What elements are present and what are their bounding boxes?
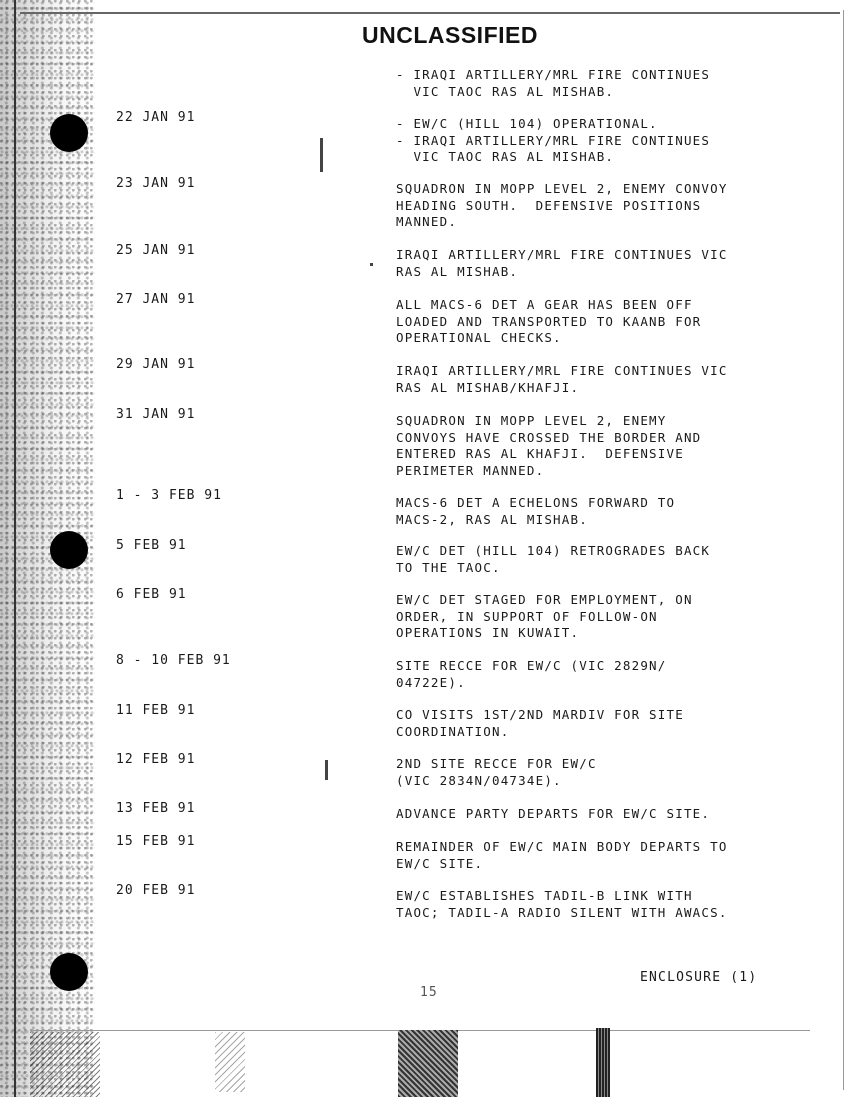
bottom-scan-block [596, 1028, 610, 1097]
entry-date: 6 FEB 91 [116, 587, 187, 602]
scan-artifact [320, 138, 323, 172]
entry-date: 15 FEB 91 [116, 834, 196, 849]
entry-text: IRAQI ARTILLERY/MRL FIRE CONTINUES VIC RAS AL MISHAB/KHAFJI. [396, 363, 728, 395]
right-scan-line [843, 10, 844, 1090]
bottom-scan-noise [215, 1032, 245, 1092]
entry-text: EW/C ESTABLISHES TADIL-B LINK WITH TAOC; TADIL-A RADIO SILENT WITH AWACS. [396, 888, 728, 920]
bottom-scan-block [398, 1030, 458, 1097]
entry-text: EW/C DET STAGED FOR EMPLOYMENT, ON ORDER, IN SUPPORT OF FOLLOW-ON OPERATIONS IN KUWAIT. [396, 592, 693, 640]
enclosure-label: ENCLOSURE (1) [640, 970, 758, 985]
page-edge-line [14, 0, 16, 1097]
entry-date: 22 JAN 91 [116, 110, 196, 125]
entry-date: 31 JAN 91 [116, 407, 196, 422]
punch-hole-bottom [50, 953, 88, 991]
entry-text: ADVANCE PARTY DEPARTS FOR EW/C SITE. [396, 806, 711, 821]
entry-text: IRAQI ARTILLERY/MRL FIRE CONTINUES VIC RAS AL MISHAB. [396, 247, 728, 279]
entry-text: - IRAQI ARTILLERY/MRL FIRE CONTINUES VIC TAOC RAS AL MISHAB. [396, 67, 711, 99]
bottom-scan-noise [30, 1032, 100, 1097]
entry-text: SQUADRON IN MOPP LEVEL 2, ENEMY CONVOY HEADING SOUTH. DEFENSIVE POSITIONS MANNED. [396, 181, 728, 229]
page-number: 15 [420, 985, 438, 1000]
scan-artifact [370, 263, 373, 266]
classification-header: UNCLASSIFIED [362, 22, 538, 48]
entry-text: EW/C DET (HILL 104) RETROGRADES BACK TO THE TAOC. [396, 543, 711, 575]
scan-artifact [325, 760, 328, 780]
entry-text: SITE RECCE FOR EW/C (VIC 2829N/ 04722E). [396, 658, 667, 690]
punch-hole-top [50, 114, 88, 152]
entry-text: REMAINDER OF EW/C MAIN BODY DEPARTS TO EW/C SITE. [396, 839, 728, 871]
entry-date: 5 FEB 91 [116, 538, 187, 553]
entry-text: 2ND SITE RECCE FOR EW/C (VIC 2834N/04734E). [396, 756, 597, 788]
entry-text: MACS-6 DET A ECHELONS FORWARD TO MACS-2, RAS AL MISHAB. [396, 495, 676, 527]
entry-date: 25 JAN 91 [116, 243, 196, 258]
entry-date: 1 - 3 FEB 91 [116, 488, 222, 503]
entry-date: 8 - 10 FEB 91 [116, 653, 231, 668]
entry-date: 23 JAN 91 [116, 176, 196, 191]
entry-date: 27 JAN 91 [116, 292, 196, 307]
entry-text: SQUADRON IN MOPP LEVEL 2, ENEMY CONVOYS HAVE CROSSED THE BORDER AND ENTERED RAS AL KHAFJI. DEFENSIVE PERIMETER MANNED. [396, 413, 702, 478]
top-scan-line [20, 12, 840, 14]
entry-date: 12 FEB 91 [116, 752, 196, 767]
entry-date: 20 FEB 91 [116, 883, 196, 898]
entry-text: - EW/C (HILL 104) OPERATIONAL. - IRAQI ARTILLERY/MRL FIRE CONTINUES VIC TAOC RAS AL MISHAB. [396, 116, 711, 164]
entry-text: CO VISITS 1ST/2ND MARDIV FOR SITE COORDINATION. [396, 707, 684, 739]
entry-text: ALL MACS-6 DET A GEAR HAS BEEN OFF LOADED AND TRANSPORTED TO KAANB FOR OPERATIONAL CHECKS. [396, 297, 702, 345]
entry-date: 11 FEB 91 [116, 703, 196, 718]
punch-hole-middle [50, 531, 88, 569]
entry-date: 13 FEB 91 [116, 801, 196, 816]
entry-date: 29 JAN 91 [116, 357, 196, 372]
